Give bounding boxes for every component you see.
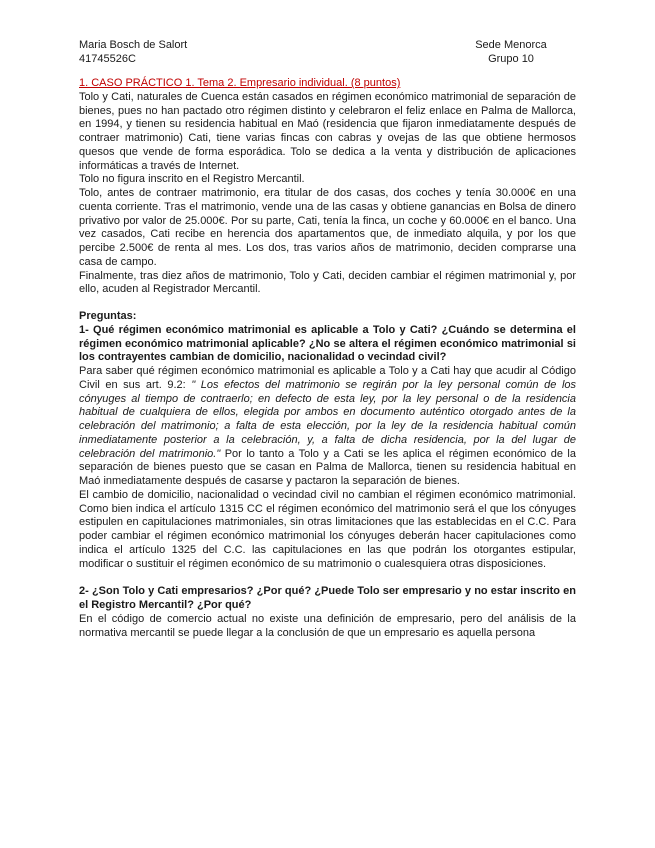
questions-heading: Preguntas: [79,310,137,322]
answer-1-paragraph-2: El cambio de domicilio, nacionalidad o vecindad civil no cambian el régimen económico matrimonial. Como bien indica el artículo 1315 CC el régimen económico del matrimonio será el que los cónyuges estipulen en capitulaciones matrimoniales, sin otras limitaciones que las establecidas en el C.C. Para poder cambiar el régimen económico matrimonial los cónyuges deberán hacer capitulaciones como indica el artículo 1325 del C.C. las capitulaciones en las que podrán los otorgantes estipular, modificar o sustituir el régimen económico de su matrimonio o cualesquiera otras disposiciones. [79,488,576,570]
spacer [79,297,576,310]
answer-1-intro: Para saber qué régimen económico matrimonial es aplicable a Tolo y a Cati hay que acudir al Código Civil en sus art. 9.2: [79,365,576,391]
student-id: 41745526C [79,53,136,65]
author-name: Maria Bosch de Salort [79,39,188,51]
header-left [79,38,187,66]
paragraph: Finalmente, tras diez años de matrimonio, Tolo y Cati, deciden cambiar el régimen matrimonial y, por ello, acuden al Registrador Mercantil. [79,269,576,296]
case-title: 1. CASO PRÁCTICO 1. Tema 2. Empresario individual. (8 puntos) [79,77,401,89]
header-right [446,38,576,66]
legal-quote: " Los efectos del matrimonio se regirán por la ley personal común de los cónyuges al tiempo de contraerlo; en defecto de esta ley, por la ley personal o de la residencia habitual de cualquiera de ellos, elegida por ambos en documento auténtico otorgado antes de la celebración del matrimonio; a falta de esta elección, por la ley de la residencia habitual común inmediatamente posterior a la celebración, y, a falta de dicha residencia, por la del lugar de celebración del matrimonio." [79,378,577,460]
paragraph: Tolo, antes de contraer matrimonio, era titular de dos casas, dos coches y tenía 30.000€ en una cuenta corriente. Tras el matrimonio, vende una de las casas y obtiene ganancias en Bolsa de dinero privativo por valor de 25.000€. Por su parte, Cati, tenía la finca, un coche y 60.000€ en el banco. Una vez casados, Cati recibe en herencia dos apartamentos que, de inmediato alquila, y por los que percibe 2.500€ de renta al mes. Los dos, tras varios años de matrimonio, deciden comprarse una casa de campo. [79,187,576,268]
paragraph: Tolo no figura inscrito en el Registro Mercantil. [79,173,305,186]
answer-1-rest: Por lo tanto a Tolo y a Cati se les aplica el régimen económico de la separación de bienes puesto que se casan en Palma de Mallorca, tienen su residencia habitual en Maó inmediatamente después de casarse y pactaron la separación de bienes. [79,447,576,487]
question-1: 1- Qué régimen económico matrimonial es aplicable a Tolo y Cati? ¿Cuándo se determina el régimen económico matrimonial aplicable? ¿No se altera el régimen económico matrimonial si los contrayentes cambian de domicilio, nacionalidad o vecindad civil? [79,323,576,364]
group: Grupo 10 [488,53,534,65]
document-body [79,77,576,640]
answer-1-paragraph [79,365,576,489]
question-2: 2- ¿Son Tolo y Cati empresarios? ¿Por qué? ¿Puede Tolo ser empresario y no estar inscrito en el Registro Mercantil? ¿Por qué? [79,585,576,611]
spacer [79,571,576,585]
paragraph: Tolo y Cati, naturales de Cuenca están casados en régimen económico matrimonial de separación de bienes, pues no han pactado otro régimen distinto y celebraron el feliz enlace en Palma de Mallorca, en 1994, y tienen su residencia habitual en Maó (residencia que fijaron inmediatamente después de contraer matrimonio) Cati, tiene varias fincas con cabras y ovejas de las que obtiene hermosos quesos que vende de forma esporádica. Tolo se dedica a la venta y distribución de aplicaciones informáticas a través de Internet. [79,90,576,172]
answer-2-paragraph: En el código de comercio actual no existe una definición de empresario, pero del análisis de la normativa mercantil se puede llegar a la conclusión de que un empresario es aquella persona [79,612,576,639]
location: Sede Menorca [475,39,547,51]
